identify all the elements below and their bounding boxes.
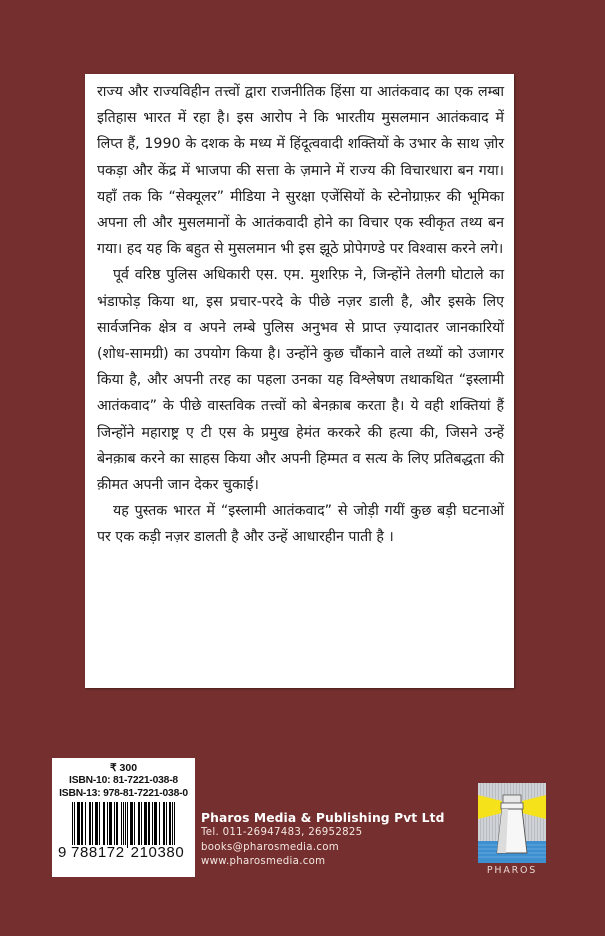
barcode-lead-digit: 9 bbox=[58, 845, 70, 860]
publisher-info bbox=[201, 810, 445, 870]
price-label: ₹ 300 bbox=[109, 762, 138, 774]
barcode-right-digits: 210380 bbox=[130, 844, 185, 861]
isbn-13: ISBN-13: 978-81-7221-038-0 bbox=[59, 787, 188, 799]
barcode-left-digits: 788172 bbox=[71, 844, 125, 861]
logo-label: PHAROS bbox=[486, 865, 538, 876]
publisher-email: books@pharosmedia.com bbox=[201, 841, 340, 853]
publisher-logo bbox=[478, 783, 546, 879]
blurb-paragraph-1: राज्य और राज्यविहीन तत्त्वों द्वारा राजनीतिक हिंसा या आतंकवाद का एक लम्बा इतिहास भारत में रहा है। इस आरोप ने कि भारतीय मुसलमान आतंकवाद में लिप्त हैं, 1990 के दशक के मध्य में हिंदूत्ववादी शक्तियों के उभार के साथ ज़ोर पकड़ा और केंद्र में भाजपा की सत्ता के ज़माने में राज्य की विचारधारा बन गया। यहाँ तक कि “सेक्यूलर” मीडिया ने सुरक्षा एजेंसियों के स्टेनोग्राफ़र की भूमिका अपना ली और मुसलमानों के आतंकवादी होने का विचार एक स्वीकृत तथ्य बन गया। हद यह कि बहुत से मुसलमान भी इस झूठे प्रोपेगण्डे पर विश्वास करने लगे। bbox=[97, 84, 504, 258]
lighthouse-icon bbox=[478, 783, 546, 863]
back-cover-blurb bbox=[85, 74, 514, 688]
publisher-website: www.pharosmedia.com bbox=[201, 856, 326, 867]
publisher-name: Pharos Media & Publishing Pvt Ltd bbox=[201, 811, 445, 825]
blurb-paragraph-3: यह पुस्तक भारत में “इस्लामी आतंकवाद” से जोड़ी गयीं कुछ बड़ी घटनाओं पर एक कड़ी नज़र डालती है और उन्हें आधारहीन पाती है । bbox=[97, 503, 504, 546]
isbn-10: ISBN-10: 81-7221-038-8 bbox=[69, 775, 178, 786]
publisher-phone: Tel. 011-26947483, 26952825 bbox=[201, 827, 363, 838]
barcode-digits bbox=[55, 845, 192, 860]
blurb-paragraph-2: पूर्व वरिष्ठ पुलिस अधिकारी एस. एम. मुशरिफ़ ने, जिन्होंने तेलगी घोटाले का भंडाफोड़ किया था, इस प्रचार-परदे के पीछे नज़र डाली है, और इसके लिए सार्वजनिक क्षेत्र व अपने लम्बे पुलिस अनुभव से प्राप्त ज़्यादातर जानकारियों (शोध-सामग्री) का उपयोग किया है। उन्होंने कुछ चौंकाने वाले तथ्यों को उजागर किया है, और अपनी तरह का पहला उनका यह विश्लेषण तथाकथित “इस्लामी आतंकवाद” के पीछे वास्तविक तत्त्वों को बेनक़ाब करता है। ये वही शक्तियां हैं जिन्होंने महाराष्ट्र ए टी एस के प्रमुख हेमंत करकरे की हत्या की, जिसने उन्हें बेनक़ाब करने का साहस किया और अपनी हिम्मत व सत्य के लिए प्रतिबद्धता की क़ीमत अपनी जान देकर चुकाई। bbox=[97, 267, 504, 494]
barcode-panel bbox=[52, 758, 195, 877]
